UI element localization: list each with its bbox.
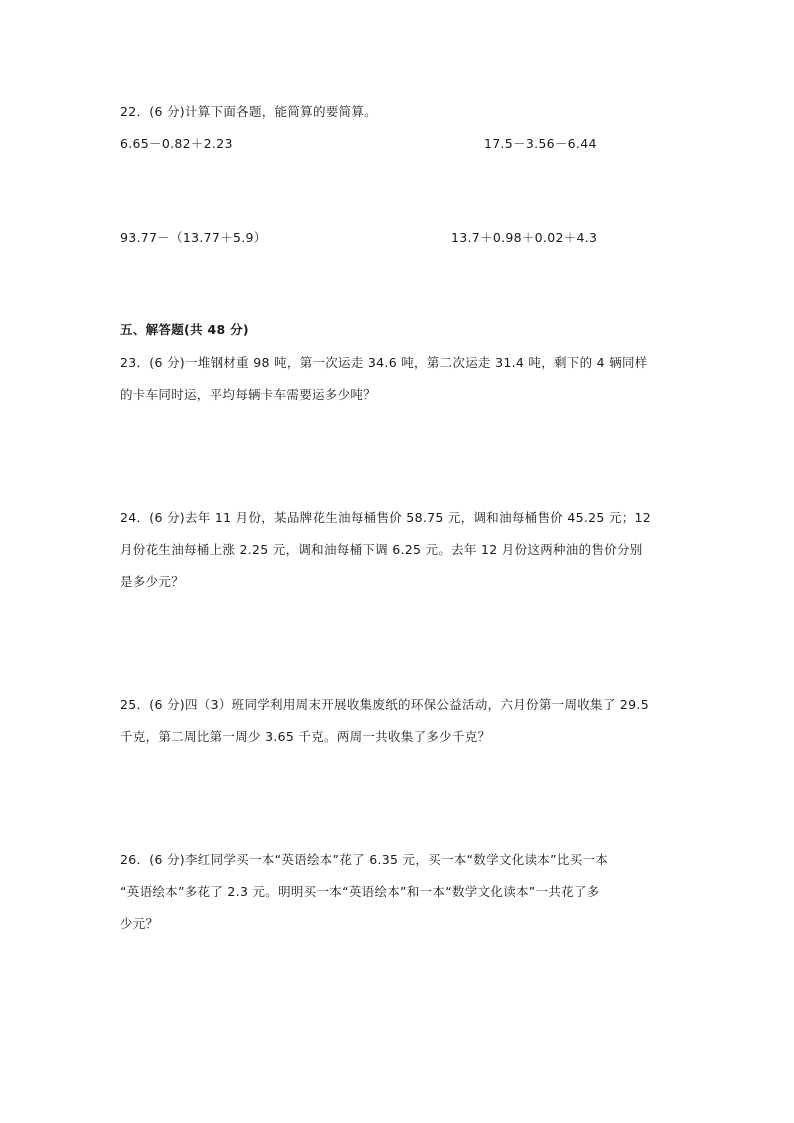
q22-title: 22．(6 分)计算下面各题，能简算的要简算。	[120, 104, 377, 119]
q24-line-2: 月份花生油每桶上涨 2.25 元，调和油每桶下调 6.25 元。去年 12 月份这两种油的售价分别	[120, 542, 643, 557]
q22-expression-2: 17.5－3.56－6.44	[484, 136, 597, 151]
q25-line-2: 千克，第二周比第一周少 3.65 千克。两周一共收集了多少千克？	[120, 729, 491, 744]
q26-line-1: 26．(6 分)李红同学买一本“英语绘本”花了 6.35 元，买一本“数学文化读本”比买一本	[120, 852, 609, 867]
q23-line-1: 23．(6 分)一堆钢材重 98 吨，第一次运走 34.6 吨，第二次运走 31.4 吨，剩下的 4 辆同样	[120, 355, 648, 370]
q24-line-1: 24．(6 分)去年 11 月份，某品牌花生油每桶售价 58.75 元，调和油每桶售价 45.25 元；12	[120, 510, 652, 525]
q22-expression-3: 93.77－（13.77＋5.9）	[120, 230, 267, 245]
q22-expression-1: 6.65－0.82＋2.23	[120, 136, 233, 151]
q22-expression-4: 13.7＋0.98＋0.02＋4.3	[451, 230, 598, 245]
section-5-title: 五、解答题(共 48 分)	[120, 322, 249, 337]
q26-line-3: 少元？	[120, 916, 159, 931]
q24-line-3: 是多少元？	[120, 574, 185, 589]
q25-line-1: 25．(6 分)四（3）班同学利用周末开展收集废纸的环保公益活动，六月份第一周收集了 29.5	[120, 697, 649, 712]
q23-line-2: 的卡车同时运，平均每辆卡车需要运多少吨？	[120, 387, 377, 402]
q26-line-2: “英语绘本”多花了 2.3 元。明明买一本“英语绘本”和一本“数学文化读本”一共花了多	[120, 884, 600, 899]
